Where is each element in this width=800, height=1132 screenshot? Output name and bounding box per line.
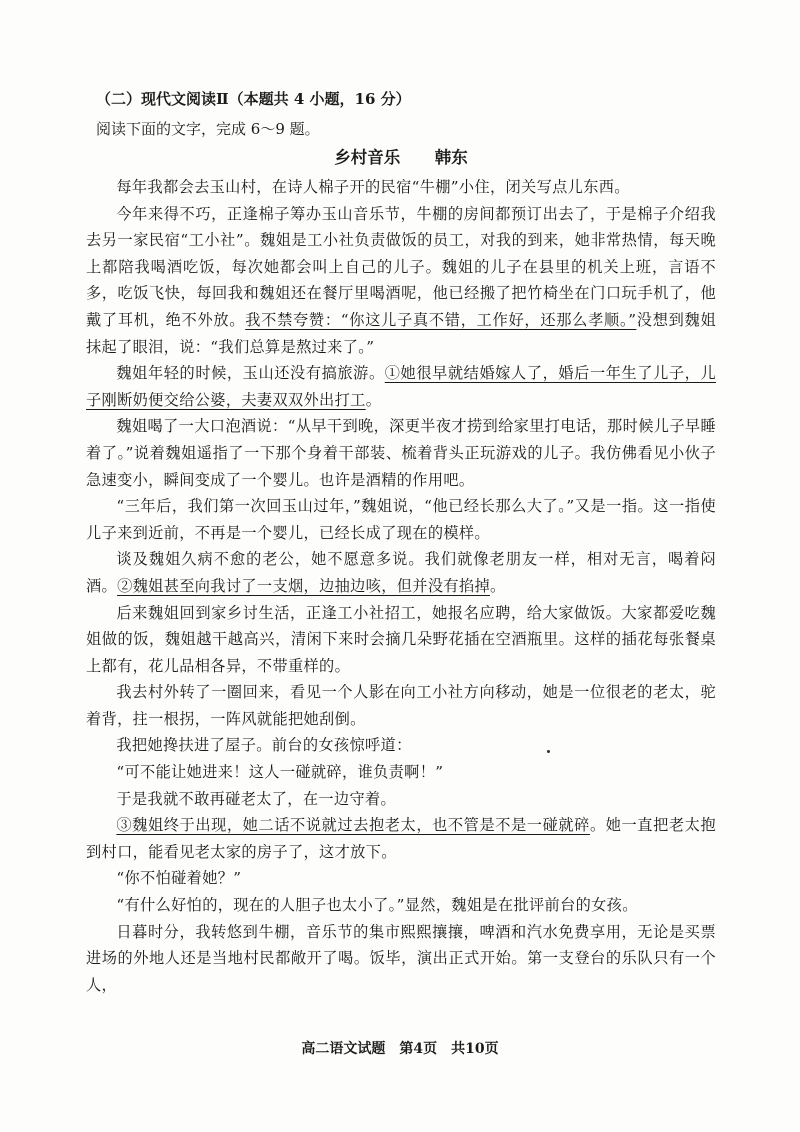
paragraph-5: “三年后，我们第一次回玉山过年，”魏姐说，“他已经长那么大了。”又是一指。这一指使儿子来到近前，不再是一个婴儿，已经长成了现在的模样。 [86,497,716,542]
article-title [86,146,716,170]
paragraph-2-tail: 没想到魏姐抹起了眼泪，说：“我们总算是熬过来了。” [86,310,717,356]
paragraph-2-text: 今年来得不巧，正逢棉子筹办玉山音乐节，牛棚的房间都预订出去了，于是棉子介绍我去另一家民宿“工小社”。魏姐是工小社负责做饭的员工，对我的到来，她非常热情，每天晚上都陪我喝酒吃饭，每次她都会叫上自己的儿子。魏姐的儿子在县里的机关上班，言语不多，吃饭飞快，每回我和魏姐还在餐厅里喝酒呢，他已经搬了把竹椅坐在门口玩手机了，他戴了耳机，绝不外放。 [86,204,716,329]
paragraph-3 [86,360,716,413]
paragraph-11: 于是我就不敢再碰老太了，在一边守着。 [116,789,397,808]
paragraph-12 [86,812,716,865]
article-title-text: 乡村音乐 [334,148,401,167]
paragraph-14: “有什么好怕的，现在的人胆子也太小了。”显然，魏姐是在批评前台的女孩。 [116,896,638,915]
paragraph-6 [86,546,716,599]
paragraph-3-head: 魏姐年轻的时候，玉山还没有搞旅游。 [116,364,385,383]
underlined-sentence-3: ③魏姐终于出现，她二话不说就过去抱老太，也不管是不是一碰就碎 [116,816,590,835]
paragraph-12-tail: 。她一直把老太抱到村口，能看见老太家的房子了，这才放下。 [86,816,716,861]
paragraph-1: 每年我都会去玉山村，在诗人棉子开的民宿“牛棚”小住，闭关写点儿东西。 [116,178,630,196]
article-author: 韩东 [434,148,468,167]
stray-ink-dot [547,750,550,753]
paragraph-2 [86,201,716,361]
paragraph-6-head: 谈及魏姐久病不愈的老公，她不愿意多说。我们就像老朋友一样，相对无言，喝着闷酒。 [86,550,716,595]
paragraph-6-tail: 。 [489,576,506,595]
reading-instruction: 阅读下面的文字，完成 6～9 题。 [96,120,320,138]
paragraph-4: 魏姐喝了一大口泡酒说：“从早干到晚，深更半夜才捞到给家里打电话，那时候儿子早睡着了。”说着魏姐遥指了一下那个身着干部装、梳着背头正玩游戏的儿子。我仿佛看见小伙子急速变小，瞬间变成了一个婴儿。也许是酒精的作用吧。 [86,417,716,489]
paragraph-13: “你不怕碰着她？” [116,869,242,888]
paragraph-7: 后来魏姐回到家乡讨生活，正逢工小社招工，她报名应聘，给大家做饭。大家都爱吃魏姐做的饭，魏姐越干越高兴，清闲下来时会摘几朵野花插在空酒瓶里。这样的插花每张餐桌上都有，花儿品相各异，不带重样的。 [86,603,716,675]
paragraph-3-tail: 。 [365,390,382,409]
page-footer: 高二语文试题 第4页 共10页 [301,1041,499,1057]
paragraph-15: 日暮时分，我转悠到牛棚，音乐节的集市熙熙攘攘，啤酒和汽水免费享用，无论是买票进场的外地人还是当地村民都敞开了喝。饭毕，演出正式开始。第一支登台的乐队只有一个人， [86,922,716,994]
paragraph-10: “可不能让她进来！这人一碰就碎，谁负责啊！” [116,763,444,782]
underlined-sentence-1: ①她很早就结婚嫁人了，婚后一年生了儿子，儿子刚断奶便交给公婆，夫妻双双外出打工 [86,364,716,409]
paragraph-8: 我去村外转了一圈回来，看见一个人影在向工小社方向移动，她是一位很老的老太，驼着背，拄一根拐，一阵风就能把她刮倒。 [86,683,716,728]
underlined-sentence-2: ②魏姐甚至向我讨了一支烟，边抽边咳，但并没有掐掉 [117,576,490,595]
page-content [86,88,716,998]
underlined-sentence-praise: 我不禁夸赞：“你这儿子真不错，工作好，还那么孝顺。” [245,310,637,329]
section-heading: （二）现代文阅读Ⅱ（本题共 4 小题，16 分） [96,90,411,108]
paragraph-9: 我把她搀扶进了屋子。前台的女孩惊呼道： [116,736,412,755]
